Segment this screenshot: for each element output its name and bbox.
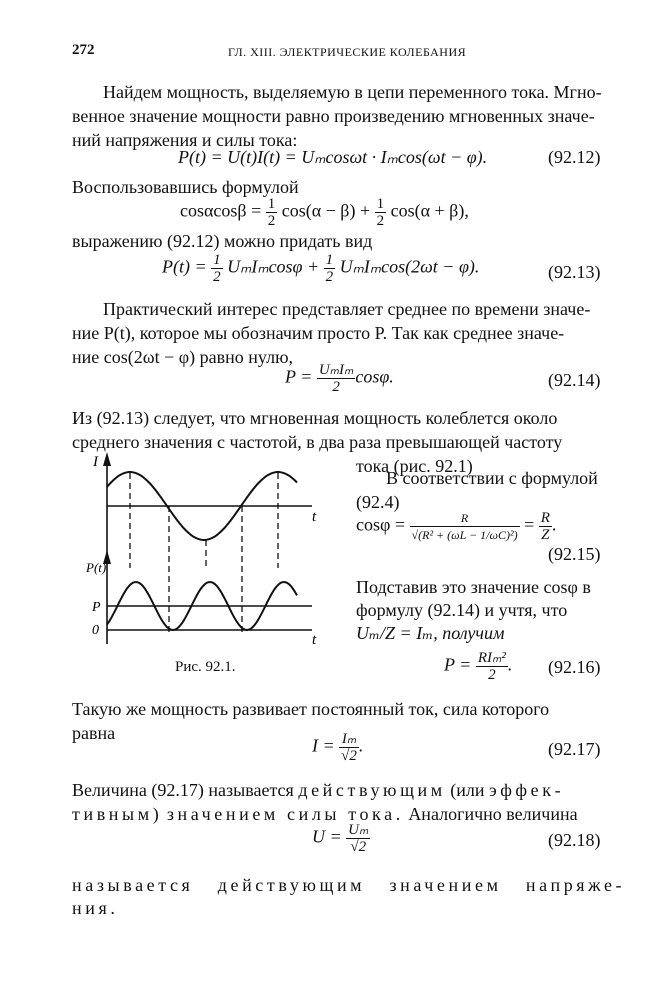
equation-number: (92.12) <box>548 147 601 167</box>
paragraph-line: Найдем мощность, выделяемую в цепи переменного тока. Мгно- <box>103 82 602 102</box>
equation-number: (92.14) <box>548 370 601 390</box>
paragraph-line: Такую же мощность развивает постоянный ток, сила которого <box>72 699 550 719</box>
equation-number: (92.16) <box>548 657 601 677</box>
top-y-arrow <box>103 452 111 466</box>
label-bottom-x: t <box>312 632 317 648</box>
page-number: 272 <box>72 42 95 58</box>
fraction-half: $\frac{1}{2}$ <box>376 196 385 229</box>
paragraph-line: равна <box>72 723 116 743</box>
equation-number: (92.17) <box>548 739 601 759</box>
equation-92-18: U = $\frac{\text{Uₘ}}{√2}$ <box>312 822 369 855</box>
paragraph-line: В соответствии с формулой <box>386 468 598 488</box>
equation-cos-product <box>180 196 469 229</box>
equation-92-17: I = $\frac{\text{Iₘ}}{√2}$ . <box>312 731 364 764</box>
equation-92-12: P(t) = U(t)I(t) = Uₘcosωt · Iₘcos(ωt − φ). <box>178 147 488 167</box>
eq-end: cos(α + β), <box>390 200 469 221</box>
label-bottom-y: P(t) <box>86 560 107 575</box>
paragraph-line: ние cos(2ωt − φ) равно нулю, <box>72 347 294 367</box>
label-top-x: t <box>312 509 317 525</box>
paragraph-line: Подставив это значение cosφ в <box>356 577 591 597</box>
paragraph-line: среднего значения с частотой, в два раза превышающей частоту <box>72 432 563 452</box>
equation-number: (92.13) <box>548 262 601 282</box>
paragraph-line: тока (рис. 92.1) <box>356 456 473 476</box>
paragraph-line: тивным) значением силы тока. Аналогично величина <box>72 804 578 824</box>
eq-mid: cos(α − β) + <box>281 200 371 221</box>
paragraph-line: (92.4) <box>356 492 400 512</box>
paragraph-line: выражению (92.12) можно придать вид <box>72 231 373 251</box>
equation-92-13: P(t) = $\frac{1}{2}$ UₘIₘcosφ + $\frac{1}{2}$ UₘIₘcos(2ωt − φ). <box>162 252 480 285</box>
paragraph-line: Величина (92.17) называется действующим (или эффек- <box>72 780 565 800</box>
paragraph-line: венное значение мощности равно произведению мгновенных значе- <box>72 106 595 126</box>
fraction-half: $\frac{1}{2}$ <box>325 252 334 285</box>
paragraph-line: ние P(t), которое мы обозначим просто P. Так как среднее значе- <box>72 323 565 343</box>
paragraph-line: Из (92.13) следует, что мгновенная мощность колеблется около <box>72 408 558 428</box>
fraction-half: $\frac{1}{2}$ <box>267 196 276 229</box>
figure-caption: Рис. 92.1. <box>175 659 236 675</box>
label-p: P <box>92 600 101 615</box>
label-top-y: I <box>93 454 98 470</box>
equation-92-14: P = $\frac{\text{UₘIₘ}}{2}$ cosφ. <box>285 362 394 395</box>
eq-lhs: cosαcosβ = <box>180 200 262 221</box>
paragraph-line: Uₘ/Z = Iₘ, получим <box>356 623 505 643</box>
paragraph-line: ний напряжения и силы тока: <box>72 130 298 150</box>
paragraph-line: Практический интерес представляет среднее по времени значе- <box>103 299 591 319</box>
paragraph-line: называется действующим значением напряже- <box>72 875 626 895</box>
equation-92-15: cosφ = $\frac{R}{\text{√(R² + (ωL − 1/ωC)²)}}$ = $\frac{R}{Z}$ . <box>356 510 557 543</box>
running-title: ГЛ. XIII. ЭЛЕКТРИЧЕСКИЕ КОЛЕБАНИЯ <box>228 45 467 59</box>
paragraph-line: Воспользовавшись формулой <box>72 177 299 197</box>
equation-92-16: P = $\frac{\text{RIₘ²}}{2}$ . <box>444 650 513 683</box>
fraction-half: $\frac{1}{2}$ <box>213 252 221 285</box>
label-zero: 0 <box>92 623 99 638</box>
equation-number: (92.18) <box>548 830 601 850</box>
paragraph-line: формулу (92.14) и учтя, что <box>356 600 568 620</box>
paragraph-line: ния. <box>72 898 119 918</box>
equation-number: (92.15) <box>548 544 601 564</box>
